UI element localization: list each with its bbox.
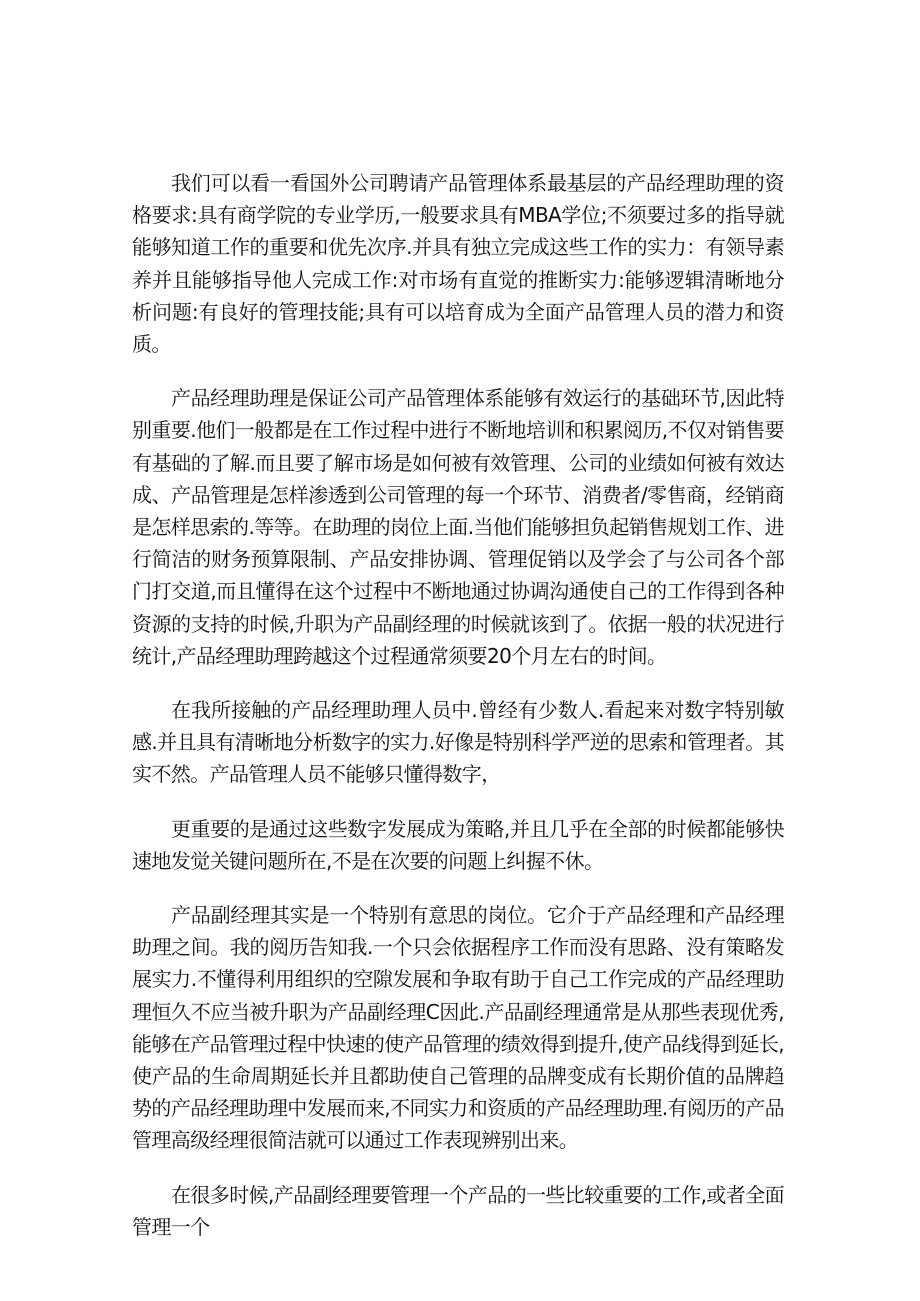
- paragraph-5: 产品副经理其实是一个特别有意思的岗位。它介于产品经理和产品经理助理之间。我的阅历告知我.一个只会依据程序工作而没有思路、没有策略发展实力.不懂得利用组织的空隙发展和争取有助于自己工作完成的产品经理助理恒久不应当被升职为产品副经理C因此.产品副经理通常是从那些表现优秀,能够在产品管理过程中快速的使产品管理的绩效得到提升,使产品线得到延长,使产品的生命周期延长并且都助使自己管理的品牌变成有长期价值的品牌趋势的产品经理助理中发展而来,不同实力和资质的产品经理助理.有阅历的产品管理高级经理很简洁就可以通过工作表现辨别出来。: [132, 903, 784, 1153]
- paragraph-6: 在很多时候,产品副经理要管理一个产品的一些比较重要的工作,或者全面管理一个: [132, 1182, 784, 1239]
- paragraph-1: 我们可以看一看国外公司聘请产品管理体系最基层的产品经理助理的资格要求:具有商学院的专业学历,一般要求具有MBA学位;不须要过多的指导就能够知道工作的重要和优先次序.并具有独立完成这些工作的实力：有领导素养并且能够指导他人完成工作:对市场有直觉的推断实力:能够逻辑清晰地分析问题:有良好的管理技能;具有可以培育成为全面产品管理人员的潜力和资质。: [132, 171, 784, 357]
- paragraph-2: 产品经理助理是保证公司产品管理体系能够有效运行的基础环节,因此特别重要.他们一般都是在工作过程中进行不断地培训和积累阅历,不仅对销售要有基础的了解.而且要了解市场是如何被有效管理、公司的业绩如何被有效达成、产品管理是怎样渗透到公司管理的每一个环节、消费者/零售商，经销商是怎样思索的.等等。在助理的岗位上面.当他们能够担负起销售规划工作、进行简洁的财务预算限制、产品安排协调、管理促销以及学会了与公司各个部门打交道,而且懂得在这个过程中不断地通过协调沟通使自己的工作得到各种资源的支持的时候,升职为产品副经理的时候就该到了。依据一般的状况进行统计,产品经理助理跨越这个过程通常须要20个月左右的时间。: [132, 386, 784, 668]
- paragraph-3: 在我所接触的产品经理助理人员中.曾经有少数人.看起来对数字特别敏感.并且具有清晰地分析数字的实力.好像是特别科学严逆的思索和管理者。其实不然。产品管理人员不能够只懂得数字，: [132, 698, 784, 787]
- document-body: [132, 167, 784, 1243]
- paragraph-4: 更重要的是通过这些数字发展成为策略,并且几乎在全部的时候都能够快速地发觉关键问题所在,不是在次要的问题上纠握不休。: [132, 816, 784, 873]
